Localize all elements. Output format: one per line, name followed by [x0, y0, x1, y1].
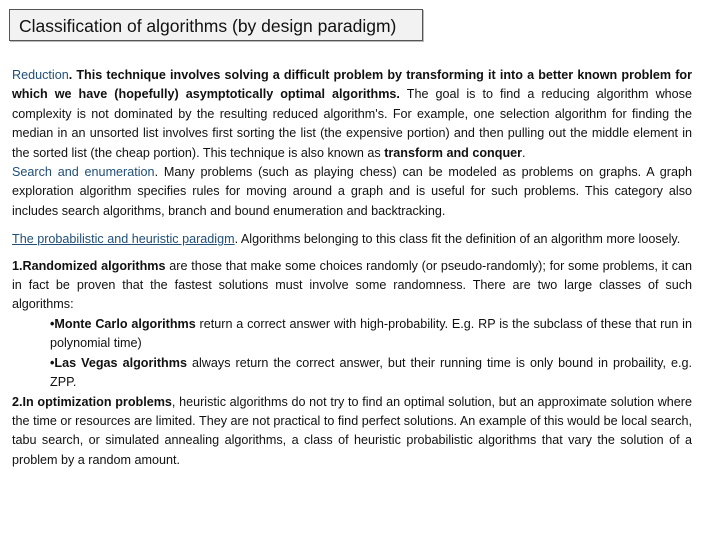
term-las-vegas: •Las Vegas algorithms [50, 355, 187, 370]
reduction-bold-tail: transform and conquer [384, 145, 523, 160]
term-search: Search and enumeration [12, 165, 155, 180]
optimization-prefix: 2.In [12, 394, 38, 409]
bullet-monte-carlo [50, 315, 692, 354]
monte-carlo-text: return a correct answer with high-probability. E.g. RP is the subclass of these that run in polynomial time) [50, 316, 692, 351]
reduction-tail: . [522, 145, 526, 160]
probabilistic-text: . Algorithms belonging to this class fit the definition of an algorithm more loosely. [234, 232, 681, 247]
search-text: . Many problems (such as playing chess) can be modeled as problems on graphs. A graph exploration algorithm specifies rules for moving around a graph and is useful for such problems. This category also includes search algorithms, branch and bound enumeration and backtracking. [12, 165, 692, 218]
slide-body [12, 66, 692, 470]
term-randomized: 1.Randomized algorithms [12, 258, 166, 273]
bullet-las-vegas [50, 354, 692, 393]
optimization-text: , heuristic algorithms do not try to find an optimal solution, but an approximate solution where the time or resources are limited. They are not practical to find perfect solutions. An example of this would be local search, tabu search, or simulated annealing algorithms, a class of heuristic probabilistic algorithms that vary the solution of a problem by a random amount. [12, 394, 693, 467]
paragraph-reduction [12, 66, 692, 163]
paragraph-randomized [12, 257, 692, 315]
term-optimization: optimization problems [37, 394, 172, 409]
paragraph-probabilistic [12, 230, 692, 249]
las-vegas-text: always return the correct answer, but their running time is only bound in probaility, e.g. ZPP. [50, 355, 692, 390]
paragraph-search [12, 163, 692, 221]
term-probabilistic: The probabilistic and heuristic paradigm [12, 232, 235, 247]
term-monte-carlo: •Monte Carlo algorithms [50, 316, 196, 331]
slide-title-box [9, 9, 423, 41]
reduction-bold-text: . This technique involves solving a difficult problem by transforming it into a better known problem for which we have (hopefully) asymptotically optimal algorithms. [12, 68, 692, 102]
paragraph-optimization [12, 393, 692, 471]
randomized-text: are those that make some choices randomly (or pseudo-randomly); for some problems, it can in fact be proven that the fastest solutions must involve some randomness. There are two large classes of such algorithms: [12, 258, 693, 312]
slide-title: Classification of algorithms (by design paradigm) [19, 16, 397, 36]
reduction-text: The goal is to find a reducing algorithm whose complexity is not dominated by the resulting reduced algorithm's. For example, one selection algorithm for finding the median in an unsorted list involves first sorting the list (the expensive portion) and then pulling out the middle element in the sorted list (the cheap portion). This technique is also known as [12, 87, 692, 160]
term-reduction: Reduction [12, 68, 69, 82]
